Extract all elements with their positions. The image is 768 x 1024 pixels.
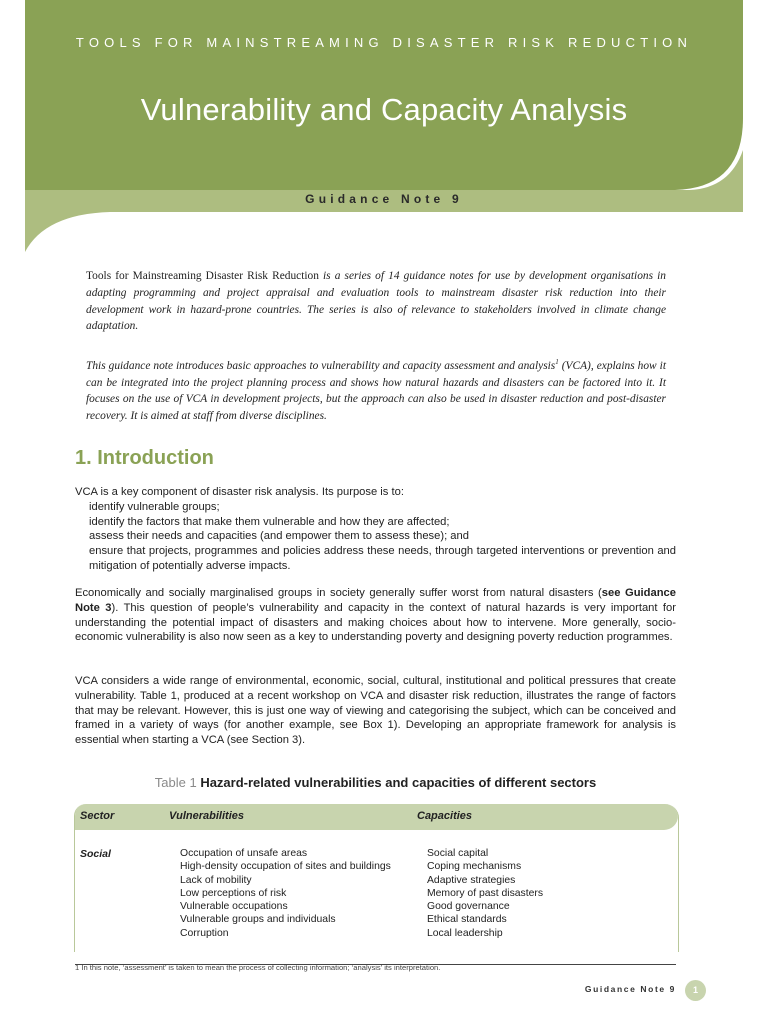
list-item: Lack of mobility: [180, 874, 252, 886]
purpose-list: [75, 500, 676, 574]
body-paragraph-2-text: Economically and socially marginalised groups in society generally suffer worst from natural disasters (: [75, 587, 602, 599]
list-item: assess their needs and capacities (and empower them to assess these); and: [89, 530, 469, 543]
body-paragraph-3: VCA considers a wide range of environmental, economic, social, cultural, institutional and political pressures that create vulnerability. Table 1, produced at a recent workshop on VCA and disaster risk reduction, illustrates the range of factors that may be relevant. However, this is just one way of viewing and categorising the subject, which can be conceived and framed in a variety of ways (for another example, see Box 1). Developing an appropriate framework for analysis is essential when starting a VCA (see Section 3).: [75, 675, 676, 747]
guidance-note-number: Guidance Note 9: [305, 192, 463, 206]
intro-paragraph-2-text: This guidance note introduces basic approaches to vulnerability and capacity assessment and analysis: [86, 359, 556, 372]
table: [74, 804, 679, 952]
intro-paragraph-1-text: is a series of 14 guidance notes for use by development organisations in adapting programming and project appraisal and evaluation tools to mainstream disaster risk reduction into their development work in hazard-prone countries. The series is also of relevance to stakeholders involved in climate change adaptation.: [86, 270, 666, 333]
purpose-block: [75, 485, 676, 574]
list-item: Vulnerable groups and individuals: [180, 914, 336, 926]
list-item: Vulnerable occupations: [180, 901, 288, 913]
column-header-vulnerabilities: Vulnerabilities: [169, 810, 244, 822]
series-name: Tools for Mainstreaming Disaster Risk Reduction: [86, 270, 319, 282]
footnote-ref: 1: [555, 358, 559, 366]
body-paragraph-2: [75, 586, 676, 645]
vulnerabilities-list: [180, 847, 391, 940]
body-paragraph-2-rest: ). This question of people’s vulnerability and capacity in the context of natural hazards is very important for understanding the potential impact of disasters and making choices about how to intervene. More generally, socio-economic vulnerability is also now seen as a key to understanding poverty and designing poverty reduction programmes.: [75, 601, 676, 644]
column-header-sector: Sector: [80, 810, 115, 822]
intro-paragraph-1: [86, 268, 666, 335]
list-item: Social capital: [427, 848, 489, 859]
table-caption: [75, 775, 676, 790]
purpose-lead: VCA is a key component of disaster risk analysis. Its purpose is to:: [75, 486, 404, 498]
list-item: ensure that projects, programmes and policies address these needs, through targeted interventions or prevention and mitigation of potentially adverse impacts.: [89, 545, 676, 572]
page-number-badge: 1: [685, 980, 706, 1001]
list-item: Ethical standards: [427, 914, 507, 926]
column-header-capacities: Capacities: [417, 810, 473, 822]
table-title: Hazard-related vulnerabilities and capacities of different sectors: [200, 775, 597, 790]
page-title: Vulnerability and Capacity Analysis: [140, 92, 628, 127]
series-title: TOOLS FOR MAINSTREAMING DISASTER RISK REDUCTION: [75, 35, 693, 50]
table-row-sector: Social: [80, 848, 111, 860]
table-label: Table 1: [154, 775, 197, 790]
section-heading: 1. Introduction: [75, 447, 214, 469]
list-item: identify the factors that make them vulnerable and how they are affected;: [89, 515, 450, 528]
list-item: Memory of past disasters: [427, 887, 544, 899]
footnote: 1 In this note, ‘assessment’ is taken to mean the process of collecting information; ‘analysis’ its interpretation.: [75, 963, 441, 972]
list-item: Adaptive strategies: [427, 874, 516, 886]
intro-paragraph-2-rest: (VCA), explains how it can be integrated into the project planning process and shows how natural hazards and disasters can be factored into it. It focuses on the use of VCA in development projects, but the approach can also be used in disaster reduction and post-disaster recovery. It is aimed at staff from diverse disciplines.: [86, 359, 666, 423]
list-item: Occupation of unsafe areas: [180, 848, 308, 859]
footer-label: Guidance Note 9: [584, 984, 676, 994]
table-header: [75, 804, 678, 830]
guidance-note-reference: see Guidance Note 3: [75, 587, 676, 614]
list-item: Local leadership: [427, 927, 503, 939]
list-item: Low perceptions of risk: [180, 887, 287, 899]
list-item: High-density occupation of sites and buildings: [180, 861, 391, 873]
capacities-list: [427, 847, 543, 940]
list-item: Corruption: [180, 927, 229, 939]
list-item: identify vulnerable groups;: [89, 500, 220, 513]
list-item: Coping mechanisms: [427, 861, 522, 873]
list-item: Good governance: [427, 901, 510, 913]
intro-paragraph-2: [86, 354, 666, 425]
